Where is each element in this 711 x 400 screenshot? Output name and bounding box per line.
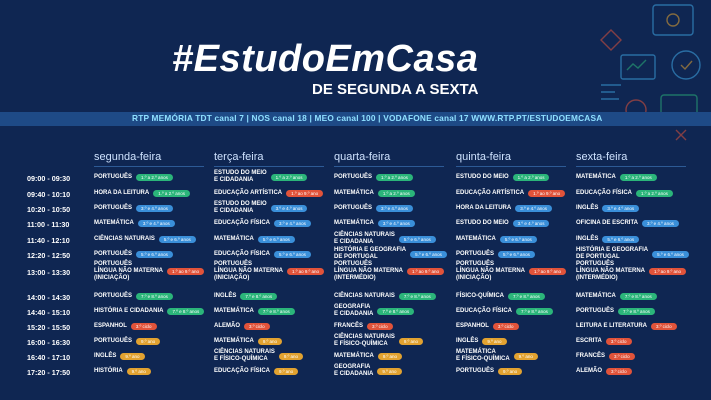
- grade-badge: 1.º a 2.º anos: [620, 174, 657, 181]
- grade-badge: 1.º ao 9.º ano: [407, 268, 444, 275]
- day-header: sexta-feira: [576, 151, 628, 163]
- subject-label: MATEMÁTICA: [214, 337, 254, 344]
- schedule-cell: [576, 308, 655, 315]
- time-slot: 13:00 - 13:30: [27, 268, 71, 277]
- grade-badge: 3.º e 4.º anos: [274, 220, 311, 227]
- subject-label: CIÊNCIAS NATURAIS E CIDADANIA: [334, 232, 395, 245]
- schedule-cell: [334, 190, 415, 197]
- schedule-cell: [334, 334, 423, 348]
- day-header: quinta-feira: [456, 151, 512, 163]
- grade-badge: 1.º a 2.º anos: [636, 190, 673, 197]
- subject-label: EDUCAÇÃO FÍSICA: [214, 219, 271, 226]
- grade-badge: 9.º ano: [120, 353, 144, 360]
- grade-badge: 7.º e 8.º anos: [258, 308, 295, 315]
- subject-label: PORTUGUÊS: [94, 250, 133, 257]
- time-slot: 11:40 - 12:10: [27, 236, 70, 245]
- schedule-cell: [334, 353, 402, 360]
- subject-label: MATEMÁTICA: [576, 173, 616, 180]
- grade-badge: 1.º a 2.º anos: [136, 174, 173, 181]
- grade-badge: 5.º e 6.º anos: [136, 251, 173, 258]
- schedule-cell: [576, 247, 689, 261]
- grade-badge: 5.º e 6.º anos: [274, 251, 311, 258]
- schedule-cell: [94, 353, 145, 360]
- schedule-cell: [214, 261, 324, 282]
- schedule-cell: [214, 293, 277, 300]
- subject-label: INGLÊS: [456, 337, 479, 344]
- grade-badge: 3.º e 4.º anos: [515, 205, 552, 212]
- time-slot: 12:20 - 12:50: [27, 251, 71, 260]
- time-slot: 09:40 - 10:10: [27, 190, 71, 199]
- schedule-cell: [94, 338, 160, 345]
- schedule-cell: [576, 293, 657, 300]
- schedule-cell: [576, 368, 632, 375]
- subject-label: LEITURA E LITERATURA: [576, 322, 647, 329]
- subject-label: ESPANHOL: [94, 322, 127, 329]
- time-slot: 15:20 - 15:50: [27, 323, 71, 332]
- schedule-cell: [94, 205, 173, 212]
- time-slot: 10:20 - 10:50: [27, 205, 71, 214]
- subject-label: EDUCAÇÃO FÍSICA: [456, 307, 513, 314]
- grade-badge: 3.º e 4.º anos: [138, 220, 175, 227]
- subject-label: PORTUGUÊS: [576, 307, 615, 314]
- channels-text: RTP MEMÓRIA TDT canal 7 | NOS canal 18 | MEO canal 100 | VODAFONE canal 17 WWW.RTP.PT/ESTUDOEMCASA: [132, 113, 603, 123]
- schedule-cell: [94, 236, 196, 243]
- subject-label: FRANCÊS: [576, 352, 606, 359]
- schedule-cell: [576, 236, 639, 243]
- schedule-cell: [94, 190, 190, 197]
- day-header: quarta-feira: [334, 151, 391, 163]
- subject-label: INGLÊS: [214, 292, 237, 299]
- subject-label: MATEMÁTICA: [214, 307, 254, 314]
- hashtag-title: #EstudoEmCasa: [172, 38, 479, 80]
- grade-badge: 5.º e 6.º anos: [410, 251, 447, 258]
- schedule-cell: [456, 293, 545, 300]
- grade-badge: 1.º a 2.º anos: [376, 174, 413, 181]
- time-slot: 16:40 - 17:10: [27, 353, 71, 362]
- day-header: segunda-feira: [94, 151, 162, 163]
- subject-label: PORTUGUÊS LÍNGUA NÃO MATERNA (INTERMÉDIO): [576, 260, 645, 281]
- decorative-icons-cluster: [581, 0, 711, 150]
- subject-label: ALEMÃO: [214, 322, 240, 329]
- subject-label: ESCRITA: [576, 337, 602, 344]
- schedule-cell: [94, 323, 157, 330]
- schedule-cell: [456, 308, 553, 315]
- grade-badge: 3.º ciclo: [606, 368, 632, 375]
- schedule-cell: [456, 236, 537, 243]
- grade-badge: 5.º e 6.º anos: [652, 251, 689, 258]
- schedule-cell: [456, 174, 549, 181]
- subject-label: EDUCAÇÃO FÍSICA: [576, 189, 633, 196]
- grade-badge: 3.º e 4.º anos: [378, 220, 415, 227]
- day-divider: [456, 166, 566, 167]
- schedule-cell: [214, 323, 270, 330]
- subject-label: ESTUDO DO MEIO E CIDADANIA: [214, 201, 267, 214]
- schedule-cell: [214, 190, 323, 197]
- channels-banner: [0, 112, 711, 126]
- subject-label: EDUCAÇÃO FÍSICA: [214, 250, 271, 257]
- subject-label: HORA DA LEITURA: [94, 189, 150, 196]
- subject-label: MATEMÁTICA: [456, 235, 496, 242]
- grade-badge: 7.º e 8.º anos: [136, 293, 173, 300]
- schedule-cell: [334, 205, 413, 212]
- grade-badge: 3.º ciclo: [609, 353, 635, 360]
- grade-badge: 1.º ao 9.º ano: [286, 190, 323, 197]
- grade-badge: 1.º a 2.º anos: [271, 174, 308, 181]
- grade-badge: 5.º e 6.º anos: [500, 236, 537, 243]
- grade-badge: 3.º ciclo: [244, 323, 270, 330]
- schedule-cell: [214, 349, 303, 363]
- time-slot: 14:00 - 14:30: [27, 293, 71, 302]
- grade-badge: 1.º a 2.º anos: [153, 190, 190, 197]
- schedule-cell: [334, 304, 414, 318]
- grade-badge: 9.º ano: [498, 368, 522, 375]
- schedule-cell: [334, 220, 415, 227]
- schedule-cell: [214, 338, 282, 345]
- schedule-cell: [334, 261, 444, 282]
- schedule-cell: [334, 232, 436, 246]
- schedule-cell: [214, 308, 295, 315]
- schedule-cell: [456, 261, 566, 282]
- grade-badge: 3.º e 4.º anos: [376, 205, 413, 212]
- schedule-subtitle: DE SEGUNDA A SEXTA: [312, 81, 479, 98]
- grade-badge: 3.º ciclo: [651, 323, 677, 330]
- schedule-cell: [456, 205, 552, 212]
- grade-badge: 7.º e 8.º anos: [620, 293, 657, 300]
- grade-badge: 1.º a 2.º anos: [378, 190, 415, 197]
- grade-badge: 7.º e 8.º anos: [508, 293, 545, 300]
- grade-badge: 3.º e 4.º anos: [642, 220, 679, 227]
- grade-badge: 1.º ao 9.º ano: [529, 268, 566, 275]
- schedule-cell: [94, 368, 151, 375]
- schedule-cell: [456, 220, 549, 227]
- day-divider: [576, 166, 686, 167]
- subject-label: PORTUGUÊS: [94, 337, 133, 344]
- subject-label: CIÊNCIAS NATURAIS: [334, 292, 395, 299]
- subject-label: PORTUGUÊS: [94, 204, 133, 211]
- grade-badge: 5.º e 6.º anos: [258, 236, 295, 243]
- grade-badge: 5.º e 6.º anos: [602, 236, 639, 243]
- schedule-cell: [456, 323, 519, 330]
- grade-badge: 7.º e 8.º anos: [240, 293, 277, 300]
- day-divider: [214, 166, 324, 167]
- schedule-cell: [456, 251, 535, 258]
- subject-label: MATEMÁTICA: [94, 219, 134, 226]
- subject-label: PORTUGUÊS: [456, 367, 495, 374]
- schedule-cell: [334, 247, 447, 261]
- grade-badge: 7.º e 8.º anos: [377, 308, 414, 315]
- schedule-cell: [214, 251, 311, 258]
- schedule-cell: [456, 338, 507, 345]
- subject-label: MATEMÁTICA: [334, 189, 374, 196]
- subject-label: INGLÊS: [576, 235, 599, 242]
- subject-label: MATEMÁTICA E FÍSICO-QUÍMICA: [456, 349, 510, 362]
- subject-label: MATEMÁTICA: [334, 352, 374, 359]
- schedule-cell: [214, 236, 295, 243]
- schedule-cell: [576, 174, 657, 181]
- day-divider: [334, 166, 444, 167]
- schedule-cell: [456, 190, 565, 197]
- schedule-cell: [94, 251, 173, 258]
- grade-badge: 1.º ao 9.º ano: [649, 268, 686, 275]
- subject-label: PORTUGUÊS: [334, 173, 373, 180]
- grade-badge: 3.º ciclo: [367, 323, 393, 330]
- subject-label: CIÊNCIAS NATURAIS E FÍSICO-QUÍMICA: [214, 349, 275, 362]
- schedule-cell: [334, 293, 436, 300]
- grade-badge: 7.º e 8.º anos: [167, 308, 204, 315]
- subject-label: ESTUDO DO MEIO: [456, 173, 509, 180]
- subject-label: FRANCÊS: [334, 322, 364, 329]
- subject-label: MATEMÁTICA: [576, 292, 616, 299]
- grade-badge: 9.º ano: [127, 368, 151, 375]
- schedule-cell: [94, 261, 204, 282]
- subject-label: PORTUGUÊS LÍNGUA NÃO MATERNA (INTERMÉDIO): [334, 260, 403, 281]
- subject-label: MATEMÁTICA: [334, 219, 374, 226]
- grade-badge: 9.º ano: [279, 353, 303, 360]
- subject-label: PORTUGUÊS: [456, 250, 495, 257]
- subject-label: PORTUGUÊS LÍNGUA NÃO MATERNA (INICIAÇÃO): [456, 260, 525, 281]
- subject-label: INGLÊS: [94, 352, 117, 359]
- subject-label: EDUCAÇÃO ARTÍSTICA: [214, 189, 283, 196]
- schedule-cell: [94, 220, 175, 227]
- subject-label: EDUCAÇÃO ARTÍSTICA: [456, 189, 525, 196]
- subject-label: INGLÊS: [576, 204, 599, 211]
- subject-label: HISTÓRIA E GEOGRAFIA DE PORTUGAL: [334, 247, 407, 260]
- subject-label: HISTÓRIA E GEOGRAFIA DE PORTUGAL: [576, 247, 649, 260]
- time-slot: 09:00 - 09:30: [27, 174, 71, 183]
- day-header: terça-feira: [214, 151, 264, 163]
- subject-label: GEOGRAFIA E CIDADANIA: [334, 304, 374, 317]
- subject-label: PORTUGUÊS: [94, 292, 133, 299]
- grade-badge: 3.º e 4.º anos: [513, 220, 550, 227]
- subject-label: PORTUGUÊS: [334, 204, 373, 211]
- subject-label: HORA DA LEITURA: [456, 204, 512, 211]
- day-divider: [94, 166, 204, 167]
- grade-badge: 3.º ciclo: [606, 338, 632, 345]
- time-slot: 16:00 - 16:30: [27, 338, 71, 347]
- grade-badge: 1.º ao 9.º ano: [167, 268, 204, 275]
- subject-label: ALEMÃO: [576, 367, 602, 374]
- schedule-cell: [214, 220, 311, 227]
- subject-label: FÍSICO-QUÍMICA: [456, 292, 504, 299]
- schedule-cell: [334, 323, 393, 330]
- subject-label: PORTUGUÊS LÍNGUA NÃO MATERNA (INICIAÇÃO): [214, 260, 283, 281]
- schedule-cell: [214, 201, 307, 215]
- grade-badge: 1.º ao 9.º ano: [287, 268, 324, 275]
- grade-badge: 7.º e 8.º anos: [399, 293, 436, 300]
- grade-badge: 7.º e 8.º anos: [618, 308, 655, 315]
- subject-label: ESTUDO DO MEIO E CIDADANIA: [214, 170, 267, 183]
- schedule-cell: [576, 190, 673, 197]
- schedule-cell: [576, 338, 632, 345]
- grade-badge: 5.º e 6.º anos: [498, 251, 535, 258]
- subject-label: PORTUGUÊS: [94, 173, 133, 180]
- schedule-cell: [94, 293, 173, 300]
- subject-label: CIÊNCIAS NATURAIS E FÍSICO-QUÍMICA: [334, 334, 395, 347]
- grade-badge: 9.º ano: [377, 368, 401, 375]
- subject-label: HISTÓRIA E CIDADANIA: [94, 307, 164, 314]
- subject-label: HISTÓRIA: [94, 367, 123, 374]
- time-slot: 17:20 - 17:50: [27, 368, 71, 377]
- grade-badge: 9.º ano: [399, 338, 423, 345]
- subject-label: GEOGRAFIA E CIDADANIA: [334, 364, 374, 377]
- grade-badge: 9.º ano: [274, 368, 298, 375]
- grade-badge: 9.º ano: [514, 353, 538, 360]
- schedule-cell: [576, 323, 677, 330]
- subject-label: PORTUGUÊS LÍNGUA NÃO MATERNA (INICIAÇÃO): [94, 260, 163, 281]
- subject-label: CIÊNCIAS NATURAIS: [94, 235, 155, 242]
- schedule-cell: [334, 174, 413, 181]
- grade-badge: 9.º ano: [258, 338, 282, 345]
- grade-badge: 1.º a 2.º anos: [513, 174, 550, 181]
- schedule-cell: [214, 368, 298, 375]
- grade-badge: 3.º ciclo: [493, 323, 519, 330]
- grade-badge: 3.º ciclo: [131, 323, 157, 330]
- schedule-cell: [576, 261, 686, 282]
- schedule-cell: [456, 349, 538, 363]
- grade-badge: 9.º ano: [136, 338, 160, 345]
- schedule-cell: [456, 368, 522, 375]
- time-slot: 11:00 - 11:30: [27, 220, 70, 229]
- grade-badge: 9.º ano: [378, 353, 402, 360]
- subject-label: MATEMÁTICA: [214, 235, 254, 242]
- grade-badge: 3.º e 4.º anos: [602, 205, 639, 212]
- subject-label: ESTUDO DO MEIO: [456, 219, 509, 226]
- grade-badge: 3.º e 4.º anos: [271, 205, 308, 212]
- schedule-cell: [576, 205, 639, 212]
- grade-badge: 5.º e 6.º anos: [159, 236, 196, 243]
- schedule-cell: [334, 364, 402, 378]
- schedule-cell: [214, 170, 307, 184]
- subject-label: EDUCAÇÃO FÍSICA: [214, 367, 271, 374]
- grade-badge: 1.º ao 9.º ano: [528, 190, 565, 197]
- subject-label: OFICINA DE ESCRITA: [576, 219, 639, 226]
- schedule-cell: [576, 220, 679, 227]
- grade-badge: 5.º e 6.º anos: [399, 236, 436, 243]
- time-slot: 14:40 - 15:10: [27, 308, 71, 317]
- schedule-cell: [94, 308, 204, 315]
- grade-badge: 9.º ano: [482, 338, 506, 345]
- schedule-cell: [94, 174, 173, 181]
- grade-badge: 3.º e 4.º anos: [136, 205, 173, 212]
- grade-badge: 7.º e 8.º anos: [516, 308, 553, 315]
- subject-label: ESPANHOL: [456, 322, 489, 329]
- schedule-cell: [576, 353, 635, 360]
